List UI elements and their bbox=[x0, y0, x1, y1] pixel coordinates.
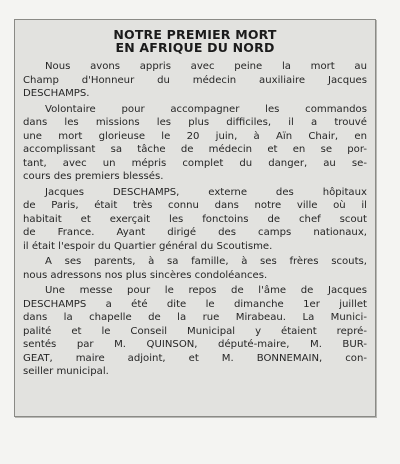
article-line: Nous avons appris avec peine la mort au bbox=[45, 61, 367, 72]
article-line: GEAT, maire adjoint, et M. BONNEMAIN, con- bbox=[23, 352, 367, 364]
article-line: habitait et exerçait les fonctoins de chef scout bbox=[23, 213, 367, 225]
article-line: Jacques DESCHAMPS, externe des hôpitaux bbox=[45, 186, 367, 198]
article-line: palité et le Conseil Municipal y étaient repré- bbox=[23, 325, 367, 337]
article-paragraph bbox=[23, 60, 367, 101]
article-paragraph bbox=[23, 255, 367, 282]
article-line: Une messe pour le repos de l'âme de Jacques bbox=[45, 285, 367, 296]
article-line: tant, avec un mépris complet du danger, au se- bbox=[23, 157, 367, 169]
article-paragraph bbox=[23, 103, 367, 184]
article-line: nous adressons nos plus sincères condoléances. bbox=[23, 269, 268, 281]
headline bbox=[23, 28, 367, 54]
article-line: dans la chapelle de la rue Mirabeau. La Munici- bbox=[23, 312, 367, 323]
article-line: Champ d'Honneur du médecin auxiliaire Jacques bbox=[23, 74, 367, 86]
article-line: une mort glorieuse le 20 juin, à Aïn Chair, en bbox=[23, 130, 367, 142]
article-line: il était l'espoir du Quartier général du Scoutisme. bbox=[23, 240, 273, 252]
article-paragraph bbox=[23, 186, 367, 254]
article-line: dans les missions les plus difficiles, il a trouvé bbox=[23, 117, 367, 128]
article-line: cours des premiers blessés. bbox=[23, 171, 164, 182]
article-line: seiller municipal. bbox=[23, 366, 109, 377]
article-line: de France. Ayant dirigé des camps nationaux, bbox=[23, 227, 367, 238]
article-line: DESCHAMPS. bbox=[23, 88, 90, 99]
article-line: Volontaire pour accompagner les commandos bbox=[45, 103, 367, 115]
newspaper-clipping bbox=[14, 19, 376, 417]
article-line: accomplissant sa tâche de médecin et en se por- bbox=[23, 144, 367, 155]
article-line: A ses parents, à sa famille, à ses frères scouts, bbox=[45, 256, 367, 267]
article-line: sentés par M. QUINSON, député-maire, M. BUR- bbox=[23, 339, 367, 350]
article-line: DESCHAMPS a été dite le dimanche 1er juillet bbox=[23, 298, 367, 310]
headline-line-1: NOTRE PREMIER MORT bbox=[113, 27, 277, 42]
headline-line-2: EN AFRIQUE DU NORD bbox=[115, 40, 275, 55]
article-paragraph bbox=[23, 284, 367, 379]
article-body bbox=[23, 60, 367, 379]
article-line: de Paris, était très connu dans notre ville où il bbox=[23, 200, 367, 211]
